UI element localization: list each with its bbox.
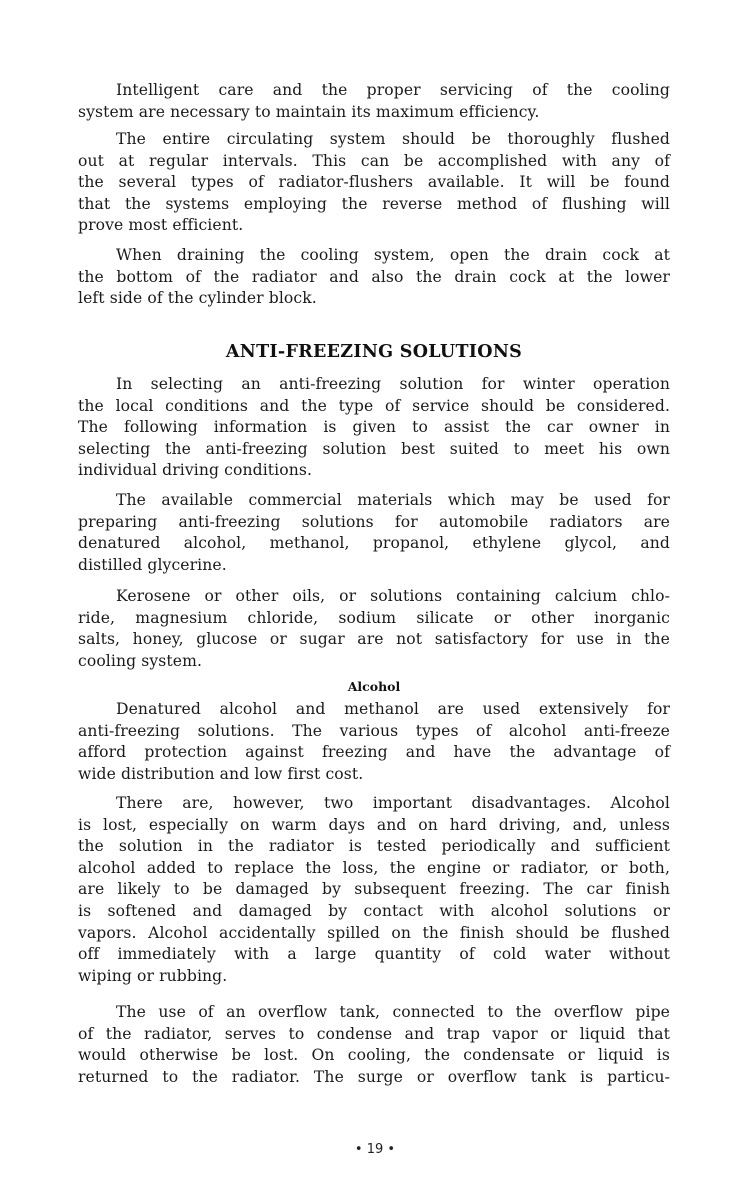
paragraph bbox=[78, 793, 670, 987]
text-line: the solution in the radiator is tested periodically and sufficient bbox=[78, 837, 670, 856]
page-number: • 19 • bbox=[354, 1142, 396, 1157]
text-line: wide distribution and low first cost. bbox=[78, 764, 364, 783]
text-line: the bottom of the radiator and also the drain cock at the lower bbox=[78, 267, 670, 286]
paragraph bbox=[78, 374, 670, 482]
text-line: There are, however, two important disadvantages. Alcohol bbox=[116, 794, 670, 812]
text-line: is softened and damaged by contact with alcohol solutions or bbox=[78, 901, 670, 920]
paragraph bbox=[78, 129, 670, 237]
text-line: The following information is given to assist the car owner in bbox=[78, 418, 670, 437]
text-line: returned to the radiator. The surge or overflow tank is particu- bbox=[78, 1067, 670, 1086]
text-line: selecting the anti-freezing solution best suited to meet his own bbox=[78, 439, 670, 458]
paragraph bbox=[78, 699, 670, 785]
text-line: is lost, especially on warm days and on hard driving, and, unless bbox=[78, 815, 670, 834]
paragraph bbox=[78, 586, 670, 672]
text-line: The entire circulating system should be thoroughly flushed bbox=[116, 130, 670, 148]
paragraph bbox=[78, 80, 670, 123]
text-line: Kerosene or other oils, or solutions containing calcium chlo- bbox=[116, 587, 670, 605]
text-line: prove most efficient. bbox=[78, 216, 244, 235]
text-line: salts, honey, glucose or sugar are not satisfactory for use in the bbox=[78, 630, 670, 649]
text-line: the local conditions and the type of service should be considered. bbox=[78, 396, 670, 415]
text-line: vapors. Alcohol accidentally spilled on the finish should be flushed bbox=[78, 923, 670, 942]
text-line: afford protection against freezing and have the advantage of bbox=[78, 743, 670, 762]
paragraph bbox=[78, 1002, 670, 1088]
text-line: system are necessary to maintain its maximum efficiency. bbox=[78, 102, 540, 121]
text-line: Intelligent care and the proper servicing of the cooling bbox=[116, 81, 670, 99]
text-line: that the systems employing the reverse method of flushing will bbox=[78, 194, 670, 213]
paragraph bbox=[78, 490, 670, 576]
text-line: out at regular intervals. This can be accomplished with any of bbox=[78, 151, 670, 170]
text-line: off immediately with a large quantity of cold water without bbox=[78, 945, 670, 964]
text-line: of the radiator, serves to condense and trap vapor or liquid that bbox=[78, 1024, 670, 1043]
text-line: the several types of radiator-flushers available. It will be found bbox=[78, 173, 670, 192]
paragraph bbox=[78, 245, 670, 310]
section-heading: ANTI-FREEZING SOLUTIONS bbox=[225, 342, 523, 362]
text-line: are likely to be damaged by subsequent freezing. The car finish bbox=[78, 880, 670, 899]
text-line: When draining the cooling system, open the drain cock at bbox=[116, 246, 670, 264]
text-line: Denatured alcohol and methanol are used extensively for bbox=[116, 700, 670, 718]
text-line: In selecting an anti-freezing solution for winter operation bbox=[116, 375, 670, 393]
text-line: would otherwise be lost. On cooling, the condensate or liquid is bbox=[78, 1046, 670, 1065]
text-line: ride, magnesium chloride, sodium silicate or other inorganic bbox=[78, 608, 670, 627]
text-line: The available commercial materials which may be used for bbox=[116, 491, 670, 509]
text-line: cooling system. bbox=[78, 651, 203, 670]
text-line: individual driving conditions. bbox=[78, 461, 313, 480]
subheading-alcohol: Alcohol bbox=[347, 679, 401, 694]
text-line: left side of the cylinder block. bbox=[78, 289, 317, 308]
text-line: anti-freezing solutions. The various types of alcohol anti-freeze bbox=[78, 721, 670, 740]
text-line: denatured alcohol, methanol, propanol, ethylene glycol, and bbox=[78, 534, 670, 553]
text-line: distilled glycerine. bbox=[78, 555, 227, 574]
text-line: The use of an overflow tank, connected to the overflow pipe bbox=[116, 1003, 670, 1021]
text-line: wiping or rubbing. bbox=[78, 966, 228, 985]
text-line: alcohol added to replace the loss, the engine or radiator, or both, bbox=[78, 858, 670, 877]
text-line: preparing anti-freezing solutions for automobile radiators are bbox=[78, 512, 670, 531]
